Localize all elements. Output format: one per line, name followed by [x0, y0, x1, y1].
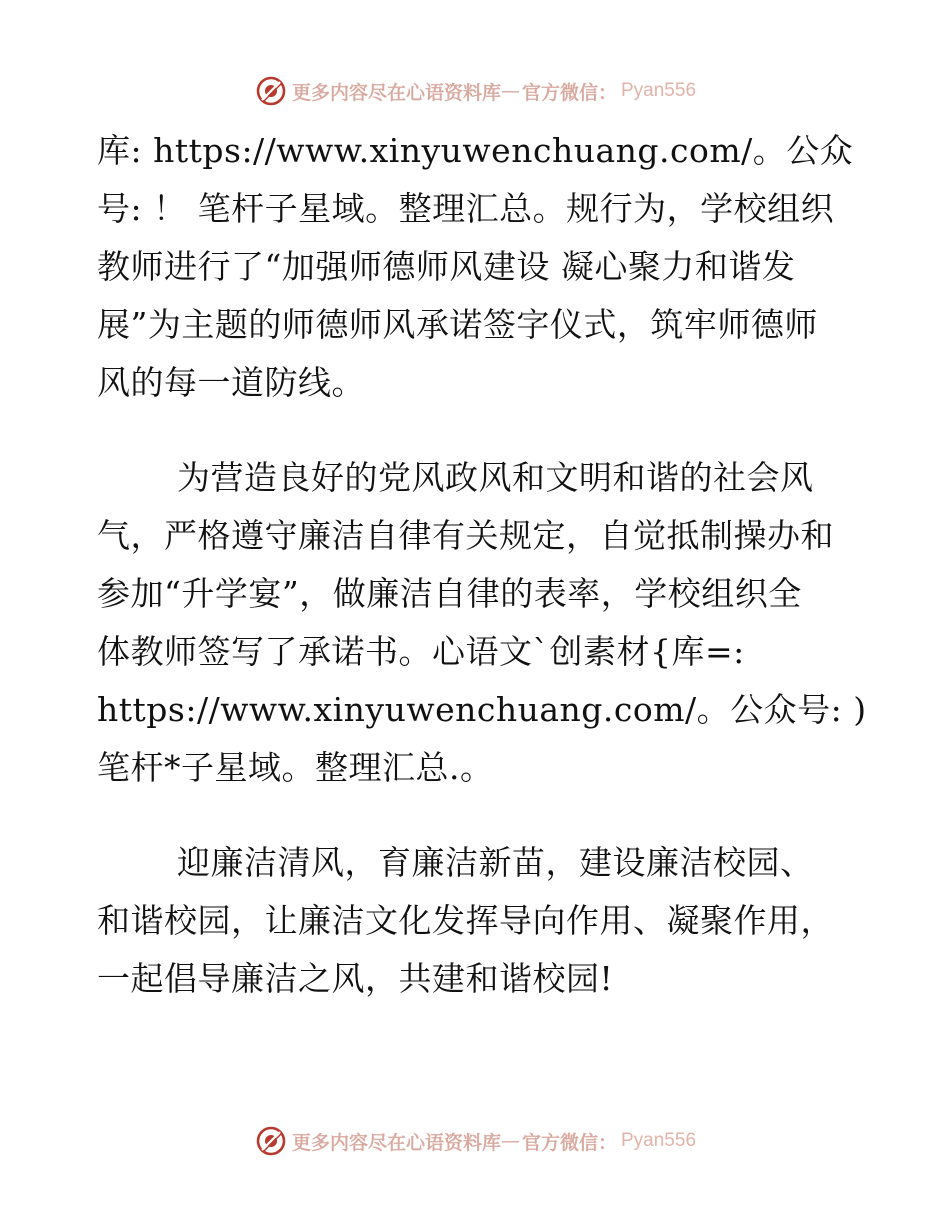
banner-main-text: 更多内容尽在心语资料库 [291, 1131, 501, 1154]
text-line: 风的每一道防线。 [97, 363, 365, 402]
text-line: 笔杆*子星域。整理汇总.。 [97, 748, 494, 787]
banner-wechat-id: Pyan556 [621, 80, 697, 101]
banner-official-label: 官方微信： [521, 1131, 617, 1154]
header-banner [0, 71, 950, 111]
text-line: 体教师签写了承诺书。心语文`创素材{库=: [97, 632, 745, 671]
text-line: 和谐校园，让廉洁文化发挥导向作用、凝聚作用， [97, 901, 834, 940]
text-line: 一起倡导廉洁之风，共建和谐校园! [97, 959, 614, 998]
text-line: 参加“升学宴”，做廉洁自律的表率，学校组织全 [97, 574, 802, 613]
paragraph-1 [97, 122, 853, 412]
text-line: 展”为主题的师德师风承诺签字仪式，筑牢师德师 [97, 305, 818, 344]
document-body [97, 122, 867, 1045]
text-line: 气，严格遵守廉洁自律有关规定，自觉抵制操办和 [97, 516, 834, 555]
text-line: https://www.xinyuwenchuang.com/。公众号: ) [97, 690, 867, 729]
logo-icon [254, 74, 288, 108]
footer-banner [0, 1121, 950, 1161]
banner-dash: — [500, 80, 520, 102]
logo-icon [254, 1124, 288, 1158]
paragraph-3 [97, 834, 853, 1008]
paragraph-2 [97, 449, 867, 797]
text-line: 库: https://www.xinyuwenchuang.com/。公众 [97, 131, 854, 170]
banner-dash: — [500, 1130, 520, 1152]
banner-wechat-id: Pyan556 [621, 1130, 697, 1151]
banner-official-label: 官方微信： [521, 81, 617, 104]
text-line: 迎廉洁清风，育廉洁新苗，建设廉洁校园、 [177, 843, 814, 882]
text-line: 号: ！ 笔杆子星域。整理汇总。规行为，学校组织 [97, 189, 835, 228]
banner-main-text: 更多内容尽在心语资料库 [291, 81, 501, 104]
text-line: 教师进行了“加强师德师风建设 凝心聚力和谐发 [97, 247, 796, 286]
text-line: 为营造良好的党风政风和文明和谐的社会风 [177, 458, 814, 497]
